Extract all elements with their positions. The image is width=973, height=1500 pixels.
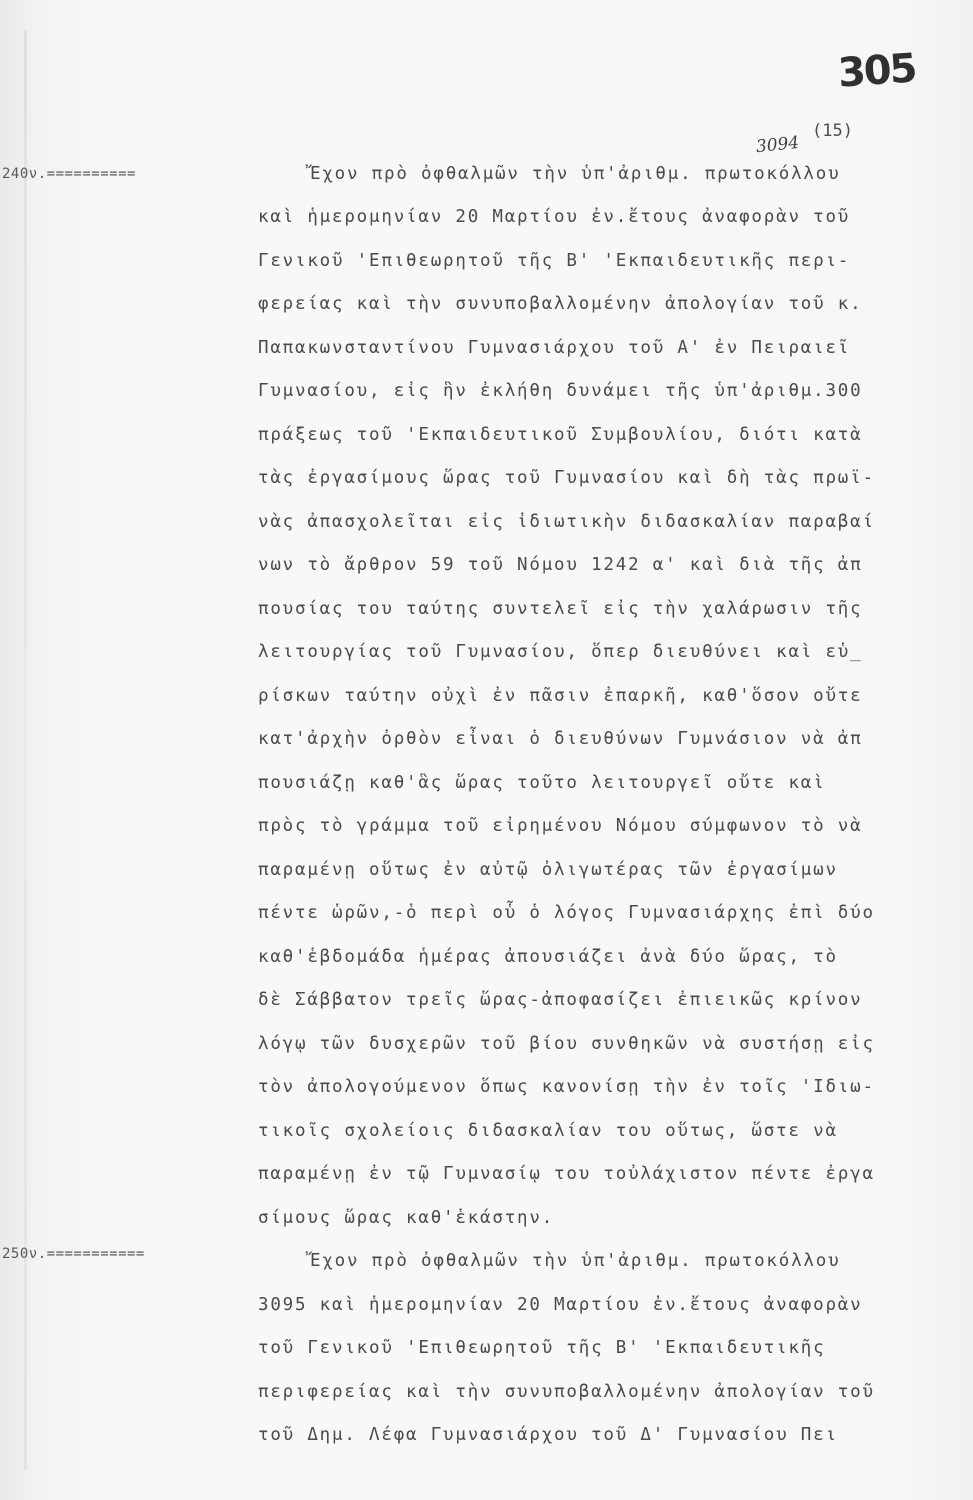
text-line: πέντε ὡρῶν,-ὁ περὶ οὗ ὁ λόγος Γυμνασιάρχης ἐπὶ δύο: [258, 903, 875, 923]
text-line: 3095 καὶ ἡμερομηνίαν 20 Μαρτίου ἐν.ἔτους ἀναφορὰν: [258, 1295, 863, 1315]
text-line: λόγῳ τῶν δυσχερῶν τοῦ βίου συνθηκῶν νὰ συστήσῃ εἰς: [258, 1034, 875, 1054]
text-line: παραμένῃ ἐν τῷ Γυμνασίῳ του τοὐλάχιστον πέντε ἐργα: [258, 1164, 875, 1184]
margin-reference: 250ν.===========: [2, 1246, 145, 1262]
text-line: ρίσκων ταύτην οὐχὶ ἐν πᾶσιν ἐπαρκῆ, καθ'ὅσον οὔτε: [258, 686, 863, 706]
text-line: τὸν ἀπολογούμενον ὅπως κανονίσῃ τὴν ἐν τοῖς 'Ιδιω-: [258, 1077, 875, 1097]
text-line: νων τὸ ἄρθρον 59 τοῦ Νόμου 1242 α' καὶ διὰ τῆς ἀπ: [258, 555, 863, 575]
section-number: (15): [812, 121, 853, 141]
text-line: σίμους ὥρας καθ'ἑκάστην.: [258, 1208, 555, 1228]
handwritten-reference: 3094: [755, 132, 801, 158]
text-line: νὰς ἀπασχολεῖται εἰς ἰδιωτικὴν διδασκαλίαν παραβαί: [258, 512, 875, 532]
text-line: περιφερείας καὶ τὴν συνυποβαλλομένην ἀπολογίαν τοῦ: [258, 1382, 875, 1402]
text-line: παραμένῃ οὕτως ἐν αὐτῷ ὀλιγωτέρας τῶν ἐργασίμων: [258, 860, 838, 880]
text-line: λειτουργίας τοῦ Γυμνασίου, ὅπερ διευθύνει καὶ εὑ_: [258, 642, 863, 662]
margin-reference: 240ν.==========: [2, 166, 136, 182]
text-line: τὰς ἐργασίμους ὥρας τοῦ Γυμνασίου καὶ δὴ τὰς πρωϊ-: [258, 468, 875, 488]
text-line: Γενικοῦ 'Επιθεωρητοῦ τῆς Β' 'Εκπαιδευτικῆς περι-: [258, 251, 851, 271]
text-line: Γυμνασίου, εἰς ἣν ἐκλήθη δυνάμει τῆς ὑπ'ἀριθμ.300: [258, 381, 863, 401]
text-line: πράξεως τοῦ 'Εκπαιδευτικοῦ Συμβουλίου, διότι κατὰ: [258, 425, 863, 445]
text-line: τοῦ Γενικοῦ 'Επιθεωρητοῦ τῆς Β' 'Εκπαιδευτικῆς: [258, 1338, 826, 1358]
text-line: Ἔχον πρὸ ὀφθαλμῶν τὴν ὑπ'ἀριθμ. πρωτοκόλλου: [310, 1251, 841, 1271]
text-line: δὲ Σάββατον τρεῖς ὥρας-ἀποφασίζει ἐπιεικῶς κρίνον: [258, 990, 863, 1010]
text-line: καὶ ἡμερομηνίαν 20 Μαρτίου ἐν.ἔτους ἀναφορὰν τοῦ: [258, 207, 851, 227]
text-line: καθ'ἑβδομάδα ἡμέρας ἀπουσιάζει ἀνὰ δύο ὥρας, τὸ: [258, 947, 838, 967]
text-line: πουσίας του ταύτης συντελεῖ εἰς τὴν χαλάρωσιν τῆς: [258, 599, 863, 619]
text-line: τοῦ Δημ. Λέφα Γυμνασιάρχου τοῦ Δ' Γυμνασίου Πει: [258, 1425, 838, 1445]
text-line: Ἔχον πρὸ ὀφθαλμῶν τὴν ὑπ'ἀριθμ. πρωτοκόλλου: [310, 164, 841, 184]
text-line: κατ'ἀρχὴν ὀρθὸν εἶναι ὁ διευθύνων Γυμνάσιον νὰ ἀπ: [258, 729, 863, 749]
text-line: πουσιάζῃ καθ'ἃς ὥρας τοῦτο λειτουργεῖ οὔτε καὶ: [258, 773, 826, 793]
text-line: Παπακωνσταντίνου Γυμνασιάρχου τοῦ Α' ἐν Πειραιεῖ: [258, 338, 851, 358]
text-line: φερείας καὶ τὴν συνυποβαλλομένην ἀπολογίαν τοῦ κ.: [258, 294, 863, 314]
text-line: πρὸς τὸ γράμμα τοῦ εἰρημένου Νόμου σύμφωνον τὸ νὰ: [258, 816, 863, 836]
text-line: τικοῖς σχολείοις διδασκαλίαν του οὕτως, ὥστε νὰ: [258, 1121, 838, 1141]
page-number: 305: [836, 45, 918, 97]
